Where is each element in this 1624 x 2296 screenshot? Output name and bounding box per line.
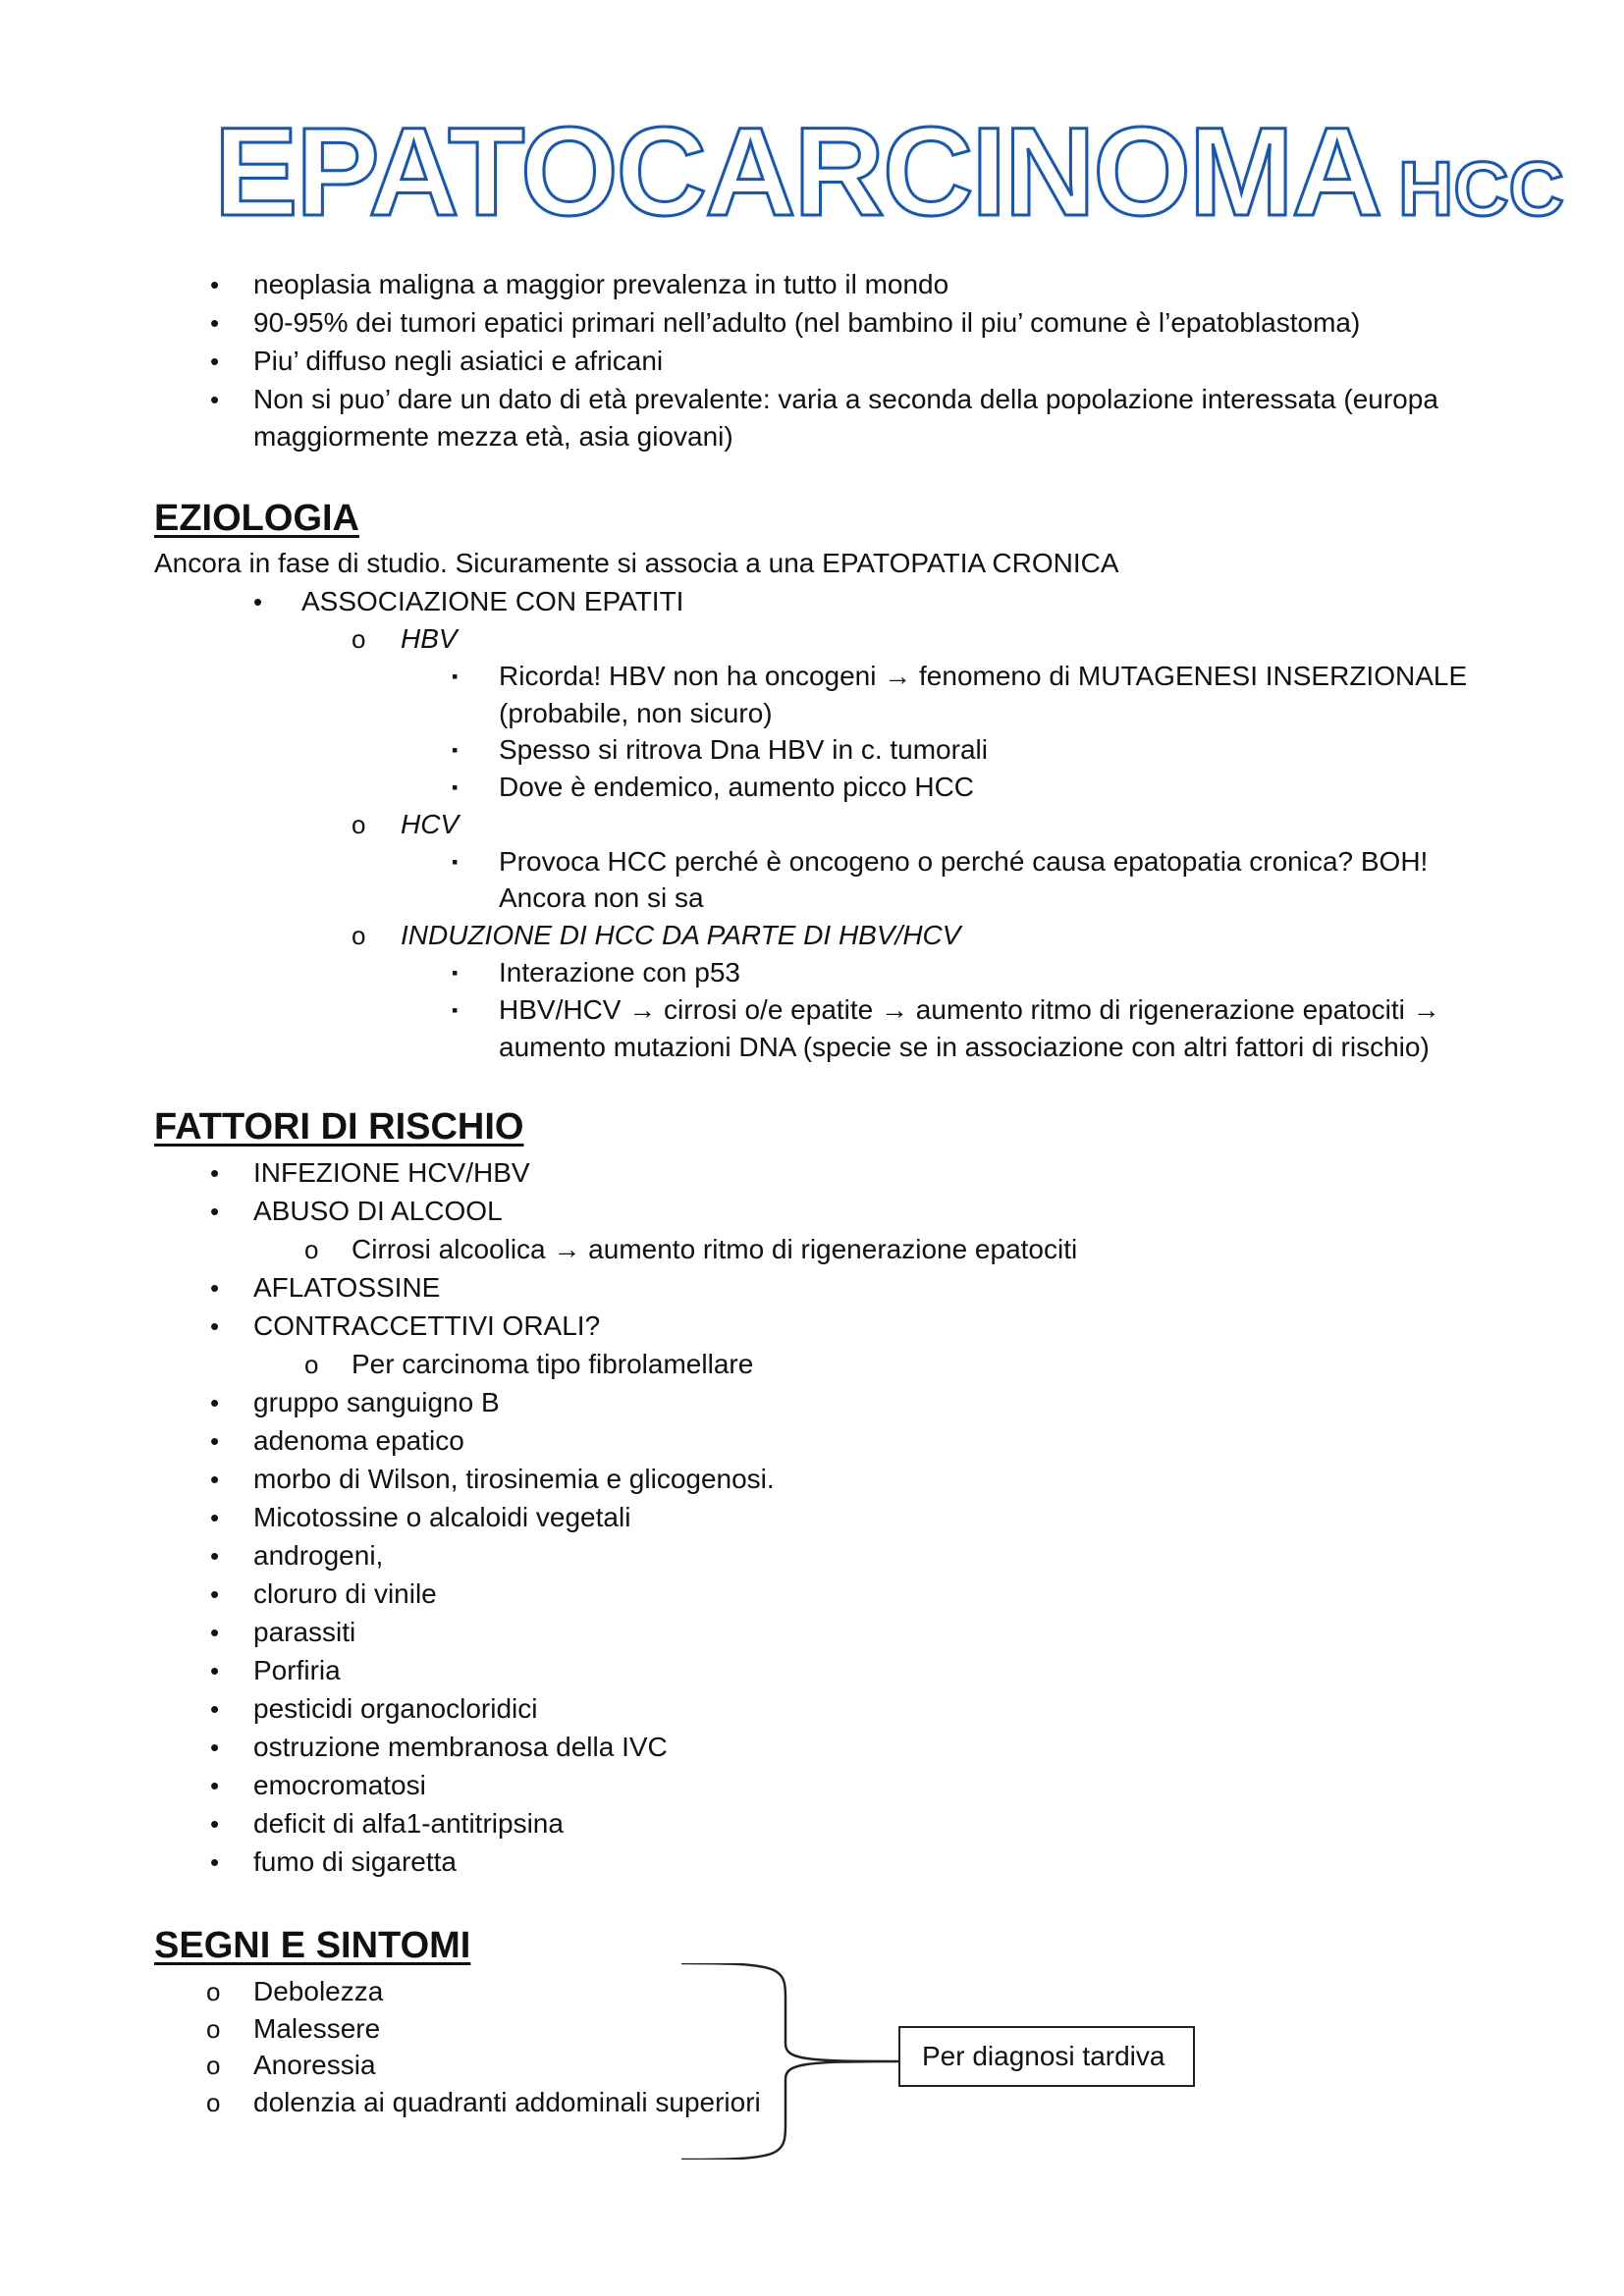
bullet-icon: • — [210, 1771, 220, 1800]
bullet-icon: • — [253, 587, 263, 616]
fattori-item: pesticidi organocloridici — [253, 1693, 538, 1724]
section-heading-eziologia: EZIOLOGIA — [154, 498, 359, 539]
fattori-item: emocromatosi — [253, 1770, 426, 1800]
eziologia-l1: ASSOCIAZIONE CON EPATITI — [301, 586, 684, 616]
segni-item: Anoressia — [253, 2050, 376, 2080]
diagnosi-tardiva-box: Per diagnosi tardiva — [898, 2026, 1195, 2087]
bullet-icon: • — [210, 1579, 220, 1609]
bullet-icon: • — [210, 1618, 220, 1647]
fattori-item: cloruro di vinile — [253, 1578, 437, 1609]
curly-brace-icon — [677, 1963, 913, 2160]
bullet-icon: • — [210, 1809, 220, 1839]
circle-bullet-icon: o — [206, 2014, 221, 2044]
square-bullet-icon: ▪ — [452, 667, 459, 686]
bullet-icon: • — [210, 1733, 220, 1762]
bullet-icon: • — [210, 385, 220, 414]
bullet-icon: • — [210, 1197, 220, 1226]
fattori-item: AFLATOSSINE — [253, 1272, 441, 1303]
circle-bullet-icon: o — [206, 1977, 221, 2006]
square-bullet-icon: ▪ — [452, 777, 459, 797]
bullet-icon: • — [210, 1273, 220, 1303]
hbv-item: Ricorda! HBV non ha oncogeni → fenomeno di MUTAGENESI INSERZIONALE — [499, 661, 1468, 691]
induzione-label: INDUZIONE DI HCC DA PARTE DI HBV/HCV — [401, 920, 961, 950]
segni-item: Debolezza — [253, 1976, 384, 2006]
bullet-icon: • — [210, 1388, 220, 1417]
square-bullet-icon: ▪ — [452, 852, 459, 872]
square-bullet-icon: ▪ — [452, 740, 459, 760]
induzione-item: HBV/HCV → cirrosi o/e epatite → aumento ritmo di rigenerazione epatociti → — [499, 994, 1440, 1025]
bullet-icon: • — [210, 347, 220, 376]
fattori-subitem: Cirrosi alcoolica → aumento ritmo di rigenerazione epatociti — [352, 1234, 1078, 1264]
bullet-icon: • — [210, 1847, 220, 1877]
fattori-subitem: Per carcinoma tipo fibrolamellare — [352, 1349, 754, 1379]
fattori-item: fumo di sigaretta — [253, 1846, 457, 1877]
fattori-item: INFEZIONE HCV/HBV — [253, 1157, 530, 1188]
fattori-item: deficit di alfa1-antitripsina — [253, 1808, 564, 1839]
circle-bullet-icon: o — [352, 810, 366, 839]
fattori-item: morbo di Wilson, tirosinemia e glicogenosi. — [253, 1464, 775, 1494]
hcv-label: HCV — [401, 809, 460, 839]
intro-item: neoplasia maligna a maggior prevalenza in tutto il mondo — [253, 269, 949, 299]
title-main: EPATOCARCINOMA — [214, 102, 1380, 242]
segni-item: Malessere — [253, 2013, 381, 2044]
hbv-label: HBV — [401, 623, 458, 654]
eziologia-intro: Ancora in fase di studio. Sicuramente si associa a una EPATOPATIA CRONICA — [154, 548, 1119, 578]
bullet-icon: • — [210, 1465, 220, 1494]
bullet-icon: • — [210, 308, 220, 338]
circle-bullet-icon: o — [304, 1235, 319, 1264]
induzione-item-cont: aumento mutazioni DNA (specie se in associazione con altri fattori di rischio) — [499, 1032, 1430, 1062]
fattori-item: gruppo sanguigno B — [253, 1387, 500, 1417]
bullet-icon: • — [210, 270, 220, 299]
induzione-item: Interazione con p53 — [499, 957, 740, 988]
title-sub: HCC — [1398, 145, 1564, 232]
intro-item-cont: maggiormente mezza età, asia giovani) — [253, 421, 733, 452]
circle-bullet-icon: o — [206, 2051, 221, 2080]
page-title — [214, 102, 1564, 242]
square-bullet-icon: ▪ — [452, 1000, 459, 1020]
intro-item: Non si puo’ dare un dato di età prevalente: varia a seconda della popolazione interessata (europa — [253, 384, 1438, 414]
fattori-item: ostruzione membranosa della IVC — [253, 1732, 668, 1762]
circle-bullet-icon: o — [352, 921, 366, 950]
bullet-icon: • — [210, 1503, 220, 1532]
hcv-item-cont: Ancora non si sa — [499, 882, 704, 913]
bullet-icon: • — [210, 1656, 220, 1685]
circle-bullet-icon: o — [304, 1350, 319, 1379]
fattori-item: Porfiria — [253, 1655, 341, 1685]
intro-item: Piu’ diffuso negli asiatici e africani — [253, 346, 664, 376]
fattori-item: androgeni, — [253, 1540, 384, 1571]
section-heading-segni: SEGNI E SINTOMI — [154, 1925, 471, 1966]
hbv-item-cont: (probabile, non sicuro) — [499, 698, 773, 728]
bullet-icon: • — [210, 1426, 220, 1456]
hcv-item: Provoca HCC perché è oncogeno o perché causa epatopatia cronica? BOH! — [499, 846, 1429, 877]
fattori-item: ABUSO DI ALCOOL — [253, 1196, 503, 1226]
bullet-icon: • — [210, 1158, 220, 1188]
circle-bullet-icon: o — [206, 2088, 221, 2117]
bullet-icon: • — [210, 1694, 220, 1724]
fattori-item: adenoma epatico — [253, 1425, 464, 1456]
fattori-item: CONTRACCETTIVI ORALI? — [253, 1310, 601, 1341]
fattori-item: parassiti — [253, 1617, 356, 1647]
section-heading-fattori: FATTORI DI RISCHIO — [154, 1106, 524, 1148]
intro-item: 90-95% dei tumori epatici primari nell’adulto (nel bambino il piu’ comune è l’epatoblastoma) — [253, 307, 1361, 338]
bullet-icon: • — [210, 1311, 220, 1341]
square-bullet-icon: ▪ — [452, 963, 459, 983]
segni-item: dolenzia ai quadranti addominali superiori — [253, 2087, 761, 2117]
hbv-item: Dove è endemico, aumento picco HCC — [499, 772, 975, 802]
bullet-icon: • — [210, 1541, 220, 1571]
hbv-item: Spesso si ritrova Dna HBV in c. tumorali — [499, 734, 988, 765]
fattori-item: Micotossine o alcaloidi vegetali — [253, 1502, 631, 1532]
circle-bullet-icon: o — [352, 624, 366, 654]
